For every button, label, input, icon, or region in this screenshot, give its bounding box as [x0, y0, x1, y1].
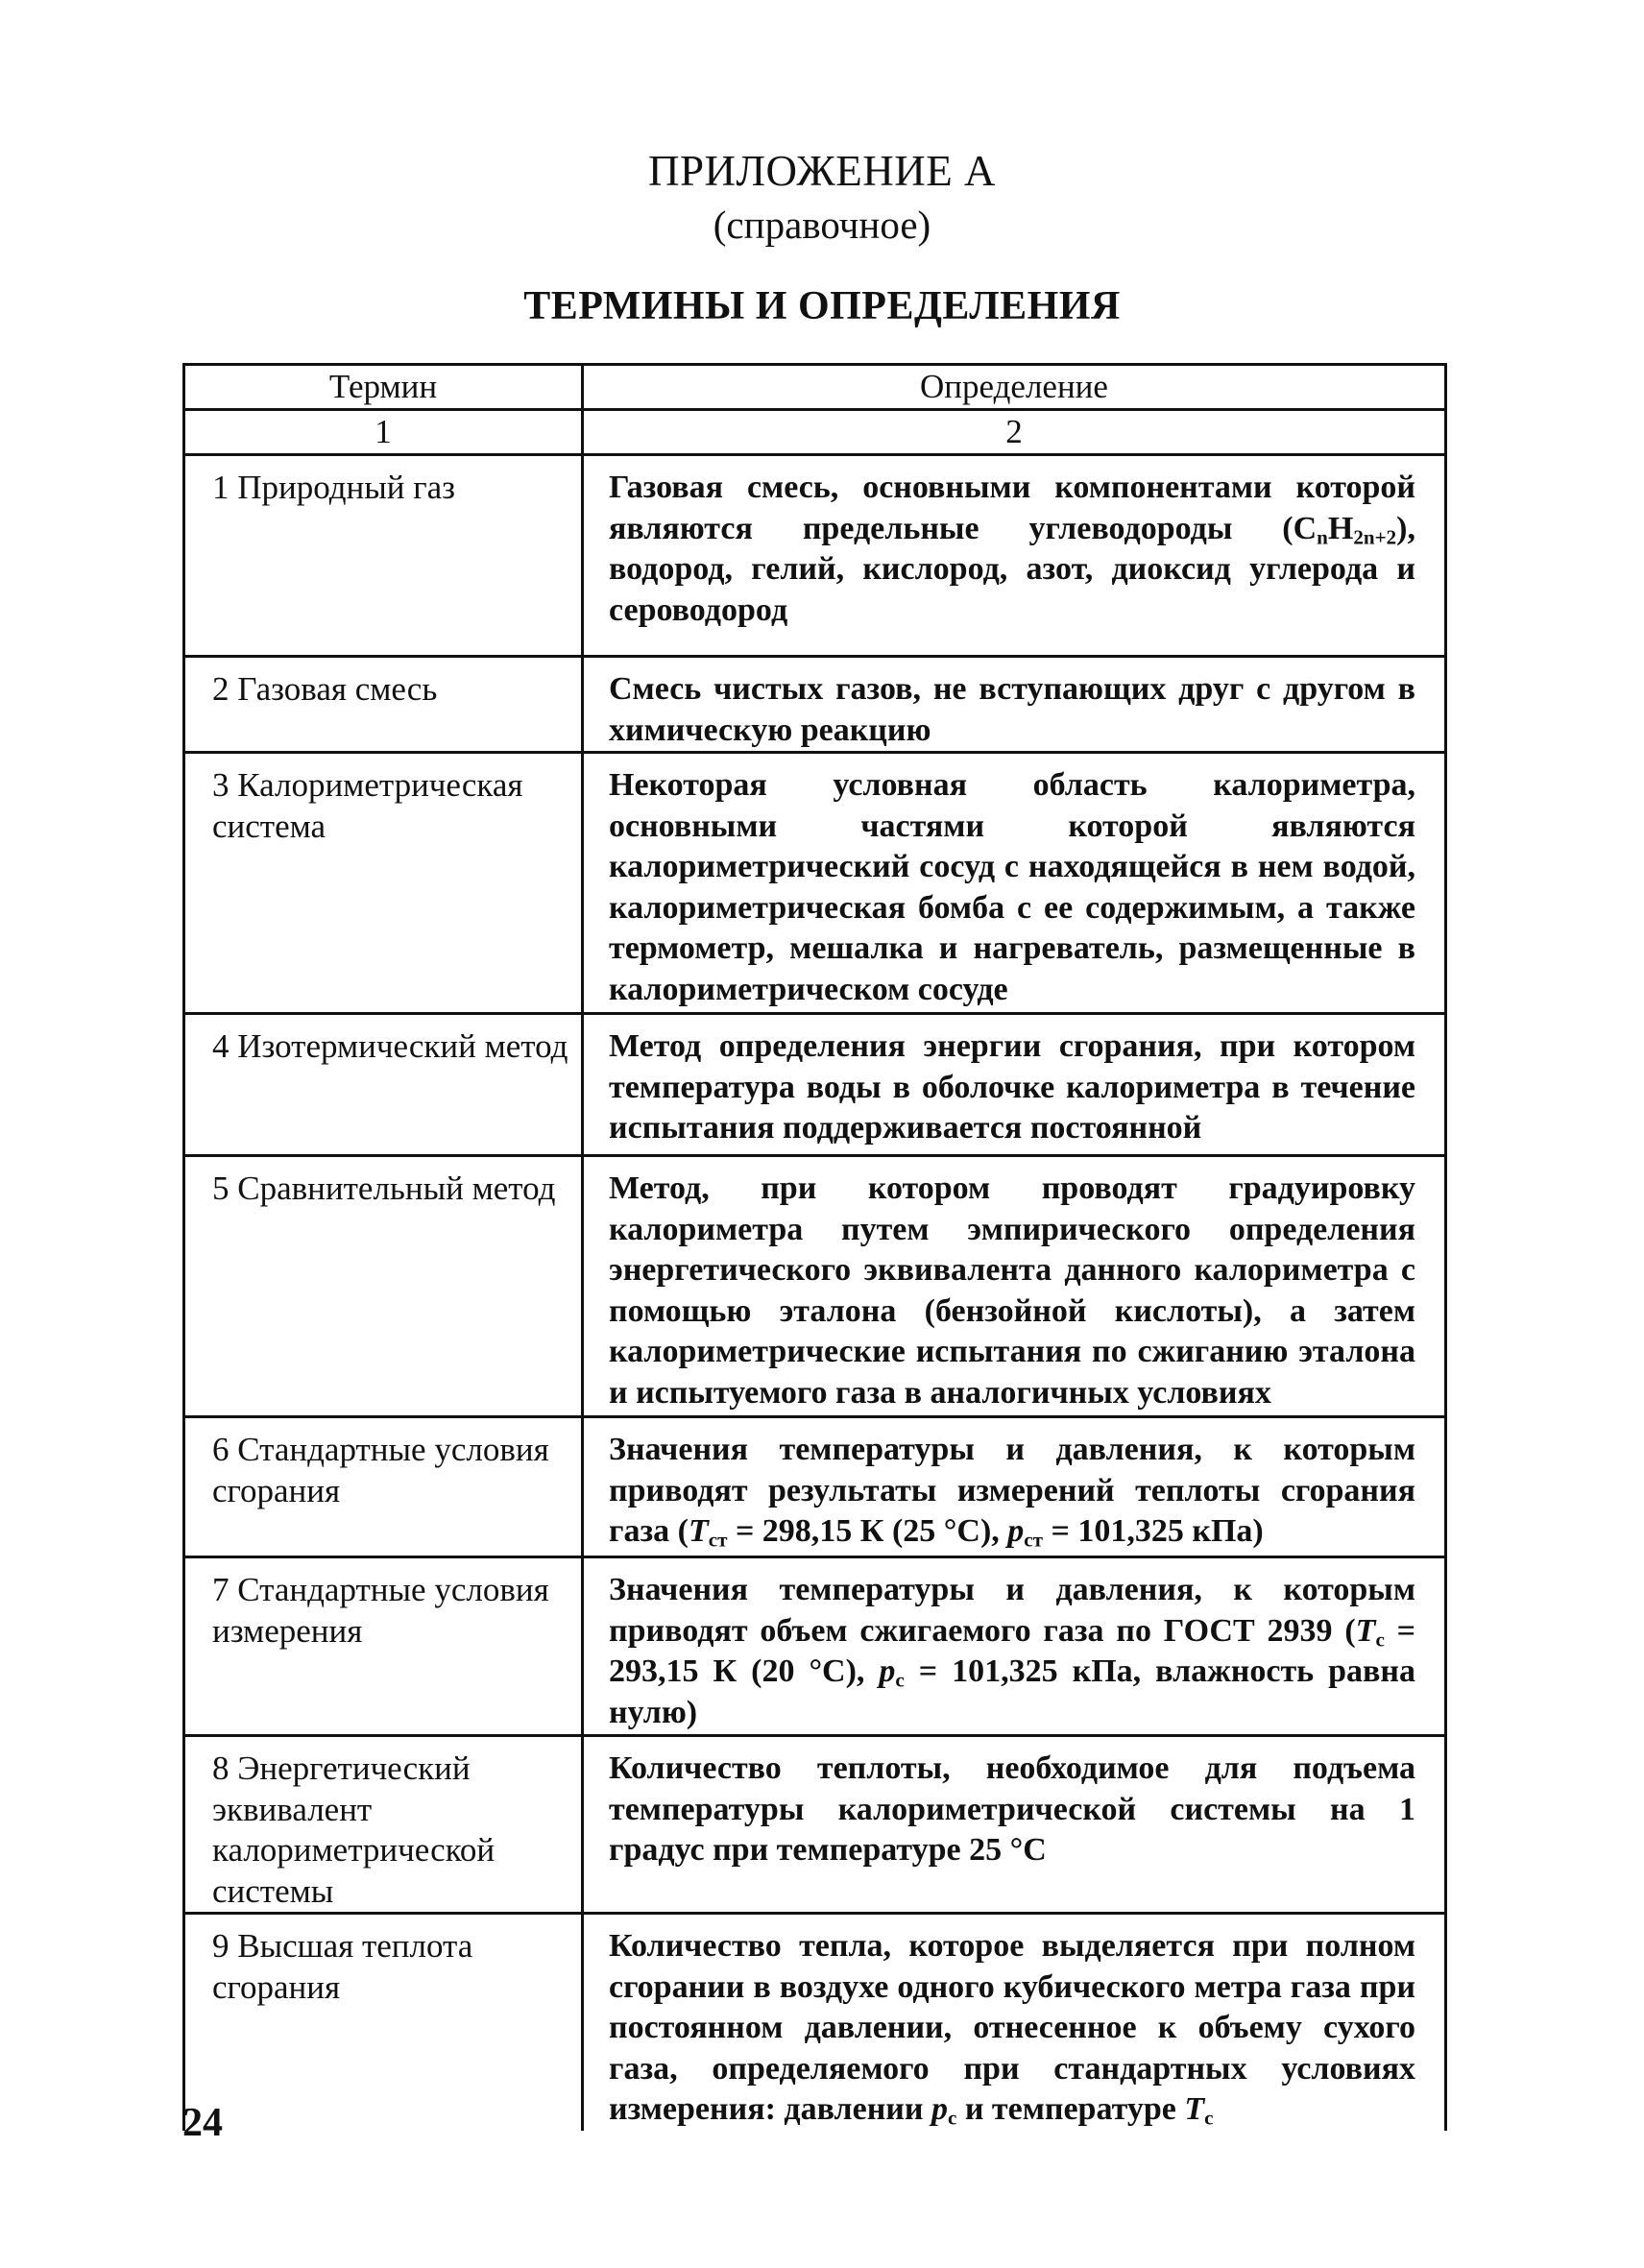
column-number-1: 1	[184, 410, 583, 455]
table-row	[184, 1914, 1446, 2131]
terms-table	[182, 363, 1447, 2131]
definition-cell: Смесь чистых газов, не вступающих друг с другом в химическую реакцию	[583, 657, 1446, 753]
page-number: 24	[182, 2101, 223, 2145]
column-number-row	[184, 410, 1446, 455]
table-row	[184, 1417, 1446, 1557]
definition-cell: Метод, при котором проводят градуировку калориметра путем эмпирического определения энергетического эквивалента данного калориметра с помощью эталона (бензойной кислоты), а затем калориметрические испытания по сжиганию эталона и испытуемого газа в аналогичных условиях	[583, 1156, 1446, 1417]
table-row	[184, 657, 1446, 753]
table-row	[184, 1014, 1446, 1156]
term-cell: 9 Высшая теплота сгорания	[184, 1914, 583, 2131]
definition-cell: Значения температуры и давления, к которым приводят результаты измерений теплоты сгорания газа ($T_{ст} = 298,15$ К (25 °С), $p_{ст} = 101,325$ кПа)	[583, 1417, 1446, 1557]
definition-cell: Газовая смесь, основными компонентами которой являются предельные углеводороды $(C_nH_{2n+2})$, водород, гелий, кислород, азот, диоксид углерода и сероводород	[583, 455, 1446, 657]
definition-cell: Количество тепла, которое выделяется при полном сгорании в воздухе одного кубического метра газа при постоянном давлении, отнесенное к объему сухого газа, определяемого при стандартных условиях измерения: давлении $p_с$ и температуре $T_с$	[583, 1914, 1446, 2131]
term-cell: 4 Изотермический метод	[184, 1014, 583, 1156]
section-title: ТЕРМИНЫ И ОПРЕДЕЛЕНИЯ	[523, 284, 1121, 328]
table-row	[184, 1736, 1446, 1914]
term-cell: 6 Стандартные условия сгорания	[184, 1417, 583, 1557]
definition-cell: Количество теплоты, необходимое для подъема температуры калориметрической системы на 1 градус при температуре 25 °С	[583, 1736, 1446, 1914]
definition-cell: Некоторая условная область калориметра, основными частями которой являются калориметрический сосуд с находящейся в нем водой, калориметрическая бомба с ее содержимым, а также термометр, мешалка и нагреватель, размещенные в калориметрическом сосуде	[583, 753, 1446, 1014]
table-row	[184, 455, 1446, 657]
term-cell: 1 Природный газ	[184, 455, 583, 657]
column-header-term: Термин	[184, 365, 583, 410]
term-cell: 3 Калориметрическая система	[184, 753, 583, 1014]
term-cell: 2 Газовая смесь	[184, 657, 583, 753]
column-header-definition: Определение	[583, 365, 1446, 410]
table-row	[184, 753, 1446, 1014]
appendix-title: ПРИЛОЖЕНИЕ А	[648, 147, 996, 195]
column-number-2: 2	[583, 410, 1446, 455]
term-cell: 8 Энергетический эквивалент калориметрической системы	[184, 1736, 583, 1914]
definition-cell: Значения температуры и давления, к которым приводят объем сжигаемого газа по ГОСТ 2939 ($T_с = 293,15$ К (20 °С), $p_с = 101,325$ кПа, влажность равна нулю)	[583, 1557, 1446, 1736]
table-header-row	[184, 365, 1446, 410]
table-row	[184, 1156, 1446, 1417]
appendix-subtitle: (справочное)	[713, 203, 931, 247]
table-row	[184, 1557, 1446, 1736]
term-cell: 7 Стандартные условия измерения	[184, 1557, 583, 1736]
definition-cell: Метод определения энергии сгорания, при котором температура воды в оболочке калориметра в течение испытания поддерживается постоянной	[583, 1014, 1446, 1156]
term-cell: 5 Сравнительный метод	[184, 1156, 583, 1417]
